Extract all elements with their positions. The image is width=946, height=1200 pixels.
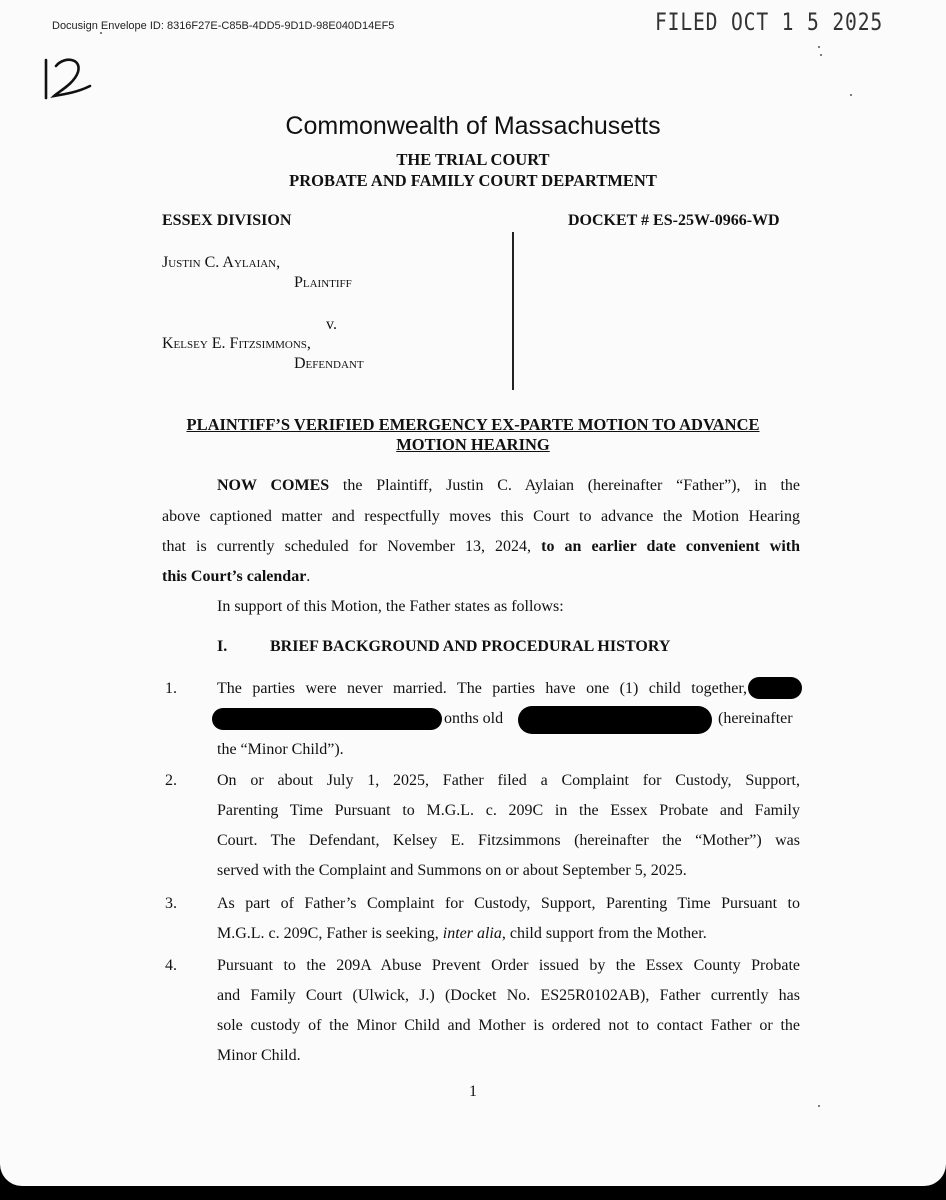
intro-line-4 bbox=[162, 568, 310, 586]
defendant-role: Defendant bbox=[294, 355, 364, 372]
defendant-name: Kelsey E. Fitzsimmons, bbox=[162, 335, 311, 352]
intro-line-1 bbox=[217, 477, 800, 495]
intro-line-1-rest: the Plaintiff, Justin C. Aylaian (hereinafter “Father”), in the bbox=[329, 477, 801, 494]
redaction-bar bbox=[212, 708, 442, 730]
department-heading: PROBATE AND FAMILY COURT DEPARTMENT bbox=[289, 171, 657, 190]
support-statement: In support of this Motion, the Father states as follows: bbox=[217, 598, 564, 615]
paragraph-1-line-1: The parties were never married. The parties have one (1) child together, bbox=[217, 680, 747, 697]
paragraph-2-line-1: On or about July 1, 2025, Father filed a Complaint for Custody, Support, bbox=[217, 772, 800, 789]
scan-speck bbox=[820, 54, 822, 56]
versus: v. bbox=[326, 316, 337, 333]
state-title: Commonwealth of Massachusetts bbox=[285, 112, 661, 140]
paragraph-4-number: 4. bbox=[165, 957, 177, 974]
paragraph-3-line-2 bbox=[217, 925, 707, 943]
scan-speck bbox=[818, 1105, 820, 1107]
paragraph-4-line-2: and Family Court (Ulwick, J.) (Docket No. ES25R0102AB), Father currently has bbox=[217, 987, 800, 1004]
paragraph-3-line-2-b: , child support from the Mother. bbox=[501, 925, 707, 942]
intro-line-3-bold: to an earlier date convenient with bbox=[541, 538, 801, 555]
motion-title-line1: PLAINTIFF’S VERIFIED EMERGENCY EX-PARTE MOTION TO ADVANCE bbox=[186, 415, 760, 434]
scan-speck bbox=[818, 46, 820, 48]
paragraph-3-line-1: As part of Father’s Complaint for Custody, Support, Parenting Time Pursuant to bbox=[217, 895, 800, 912]
paragraph-4-line-3: sole custody of the Minor Child and Mother is ordered not to contact Father or the bbox=[217, 1017, 800, 1034]
intro-line-3-plain: that is currently scheduled for November 13, 2024, bbox=[162, 538, 542, 555]
plaintiff-role: Plaintiff bbox=[294, 274, 352, 291]
intro-line-3 bbox=[162, 538, 800, 556]
paragraph-1-line-2-mid: onths old bbox=[444, 710, 504, 727]
paragraph-1-line-2-end: (hereinafter bbox=[718, 710, 793, 727]
now-comes: NOW COMES bbox=[217, 477, 330, 494]
scan-speck bbox=[850, 94, 852, 96]
motion-title-line2: MOTION HEARING bbox=[396, 435, 550, 454]
paragraph-2-line-4: served with the Complaint and Summons on or about September 5, 2025. bbox=[217, 862, 687, 879]
intro-line-4-end: . bbox=[306, 568, 311, 585]
filed-stamp: FILED OCT 1 5 2025 bbox=[655, 8, 884, 36]
paragraph-2-line-2: Parenting Time Pursuant to M.G.L. c. 209C in the Essex Probate and Family bbox=[217, 802, 800, 819]
scan-speck bbox=[100, 32, 102, 34]
plaintiff-name: Justin C. Aylaian, bbox=[162, 254, 281, 271]
paragraph-4-line-1: Pursuant to the 209A Abuse Prevent Order issued by the Essex County Probate bbox=[217, 957, 800, 974]
intro-line-2: above captioned matter and respectfully moves this Court to advance the Motion Hearing bbox=[162, 508, 800, 525]
paragraph-2-line-3: Court. The Defendant, Kelsey E. Fitzsimmons (hereinafter the “Mother”) was bbox=[217, 832, 800, 849]
redaction-bar bbox=[518, 706, 712, 734]
paragraph-3-number: 3. bbox=[165, 895, 177, 912]
division-label: ESSEX DIVISION bbox=[162, 212, 292, 229]
section-number: I. bbox=[217, 638, 228, 655]
section-title: BRIEF BACKGROUND AND PROCEDURAL HISTORY bbox=[270, 638, 671, 655]
paragraph-1-line-3: the “Minor Child”). bbox=[217, 741, 344, 758]
docket-number: DOCKET # ES-25W-0966-WD bbox=[568, 212, 780, 229]
docusign-envelope-id: Docusign Envelope ID: 8316F27E-C85B-4DD5-9D1D-98E040D14EF5 bbox=[52, 20, 395, 32]
paragraph-1-number: 1. bbox=[165, 680, 177, 697]
caption-divider bbox=[512, 232, 514, 390]
trial-court-heading: THE TRIAL COURT bbox=[396, 150, 550, 169]
paragraph-3-line-2-a: M.G.L. c. 209C, Father is seeking, bbox=[217, 925, 443, 942]
intro-line-4-bold: this Court’s calendar bbox=[162, 568, 307, 585]
redaction-bar bbox=[748, 677, 802, 699]
paragraph-4-line-4: Minor Child. bbox=[217, 1047, 301, 1064]
handwritten-mark-icon bbox=[40, 52, 100, 104]
paragraph-3-line-2-italic: inter alia bbox=[442, 925, 502, 942]
paragraph-2-number: 2. bbox=[165, 772, 177, 789]
page-number: 1 bbox=[469, 1083, 477, 1100]
